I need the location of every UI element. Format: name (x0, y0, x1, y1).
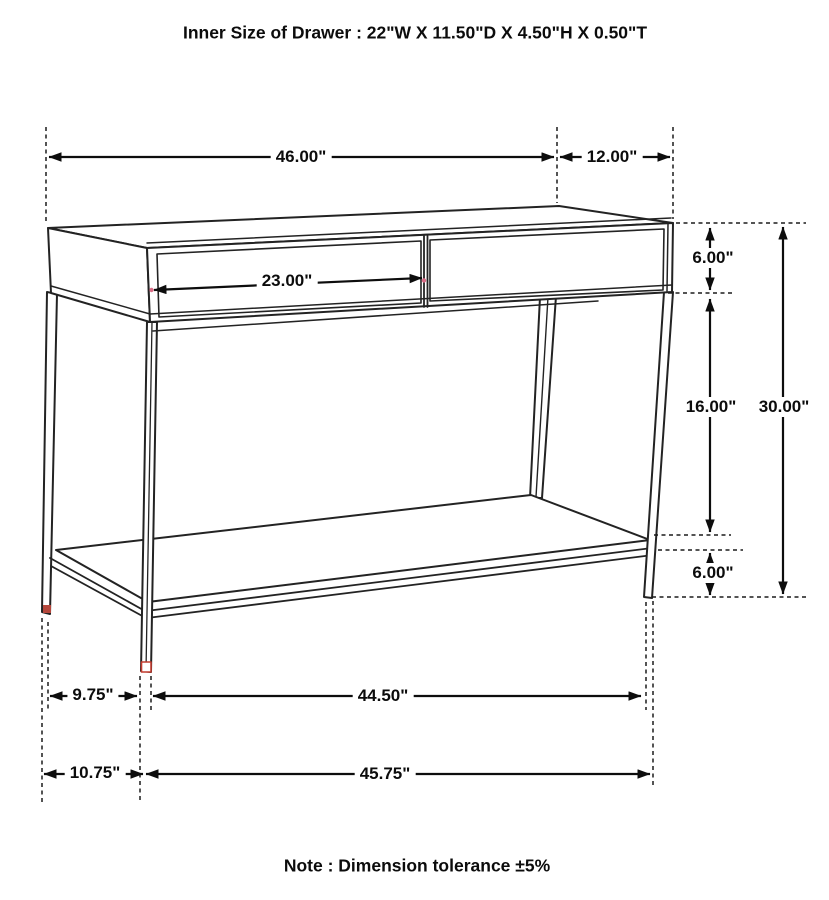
tabletop-box (48, 206, 673, 331)
dim-side-depth-inner-label: 9.75" (67, 685, 118, 705)
dim-under-clearance-label: 16.00" (681, 397, 742, 417)
dim-overall-height-label: 30.00" (754, 397, 815, 417)
leg-front-right (644, 292, 673, 598)
dim-apron-height-label: 6.00" (687, 248, 738, 268)
leg-front-left (141, 322, 157, 672)
leg-back-left (42, 292, 57, 614)
tolerance-note: Note : Dimension tolerance ±5% (283, 855, 551, 876)
dim-base-width-label: 45.75" (355, 764, 416, 784)
page-title: Inner Size of Drawer : 22"W X 11.50"D X 4.50"H X 0.50"T (182, 22, 648, 43)
dim-shelf-height-label: 6.00" (687, 563, 738, 583)
dim-side-depth-outer-label: 10.75" (65, 763, 126, 783)
dim-top-depth-label: 12.00" (582, 147, 643, 167)
leg-tip-marks (43, 278, 426, 672)
lower-shelf (50, 495, 653, 618)
leg-back-right (530, 296, 556, 498)
dim-shelf-width-label: 44.50" (353, 686, 414, 706)
dim-top-width-label: 46.00" (271, 147, 332, 167)
dim-drawer-width-label: 23.00" (257, 271, 318, 291)
